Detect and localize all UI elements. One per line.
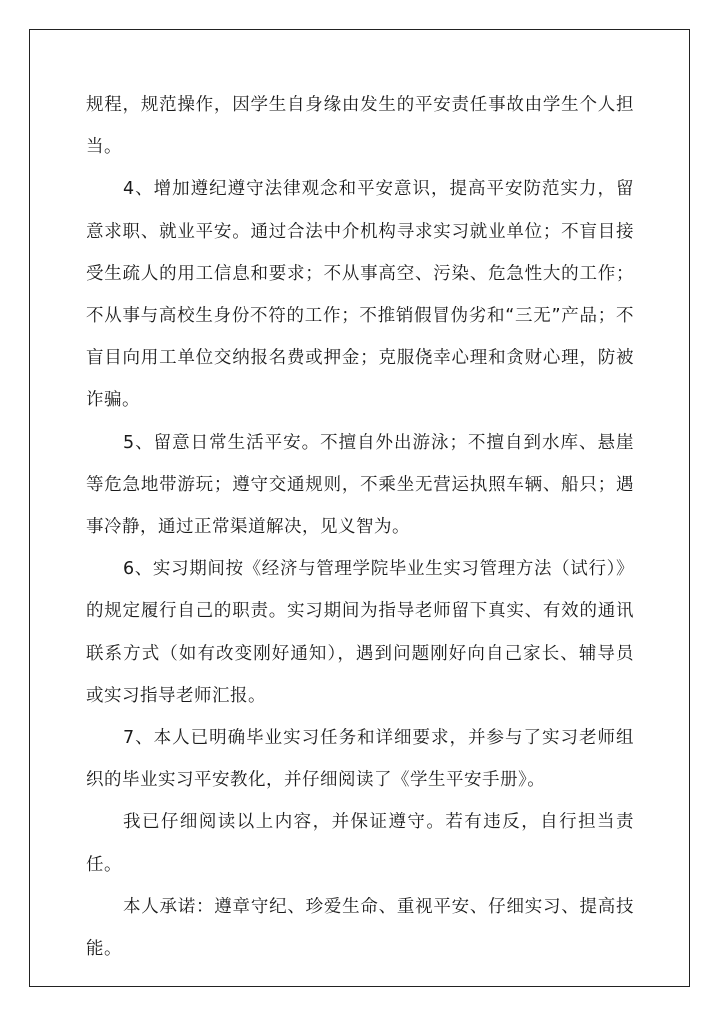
paragraph-continuation: 规程，规范操作，因学生自身缘由发生的平安责任事故由学生个人担当。	[86, 95, 634, 158]
paragraph-item-5: 5、留意日常生活平安。不擅自外出游泳；不擅自到水库、悬崖等危急地带游玩；遵守交通规则，不乘坐无营运执照车辆、船只；遇事冷静，通过正常渠道解决，见义智为。	[86, 432, 634, 538]
paragraph-item-7: 7、本人已明确毕业实习任务和详细要求，并参与了实习老师组织的毕业实习平安教化，并仔细阅读了《学生平安手册》。	[86, 728, 634, 791]
paragraph-item-4: 4、增加遵纪遵守法律观念和平安意识，提高平安防范实力，留意求职、就业平安。通过合法中介机构寻求实习就业单位；不盲目接受生疏人的用工信息和要求；不从事高空、污染、危急性大的工作；不从事与高校生身份不符的工作；不推销假冒伪劣和“三无”产品；不盲目向用工单位交纳报名费或押金；克服侥幸心理和贪财心理，防被诈骗。	[86, 179, 634, 411]
paragraph-pledge: 本人承诺：遵章守纪、珍爱生命、重视平安、仔细实习、提高技能。	[86, 896, 634, 960]
document-body	[86, 84, 634, 970]
paragraph-item-6: 6、实习期间按《经济与管理学院毕业生实习管理方法（试行）》的规定履行自己的职责。实习期间为指导老师留下真实、有效的通讯联系方式（如有改变刚好通知），遇到问题刚好向自己家长、辅导员或实习指导老师汇报。	[86, 559, 634, 706]
paragraph-declaration: 我已仔细阅读以上内容，并保证遵守。若有违反，自行担当责任。	[86, 812, 634, 875]
